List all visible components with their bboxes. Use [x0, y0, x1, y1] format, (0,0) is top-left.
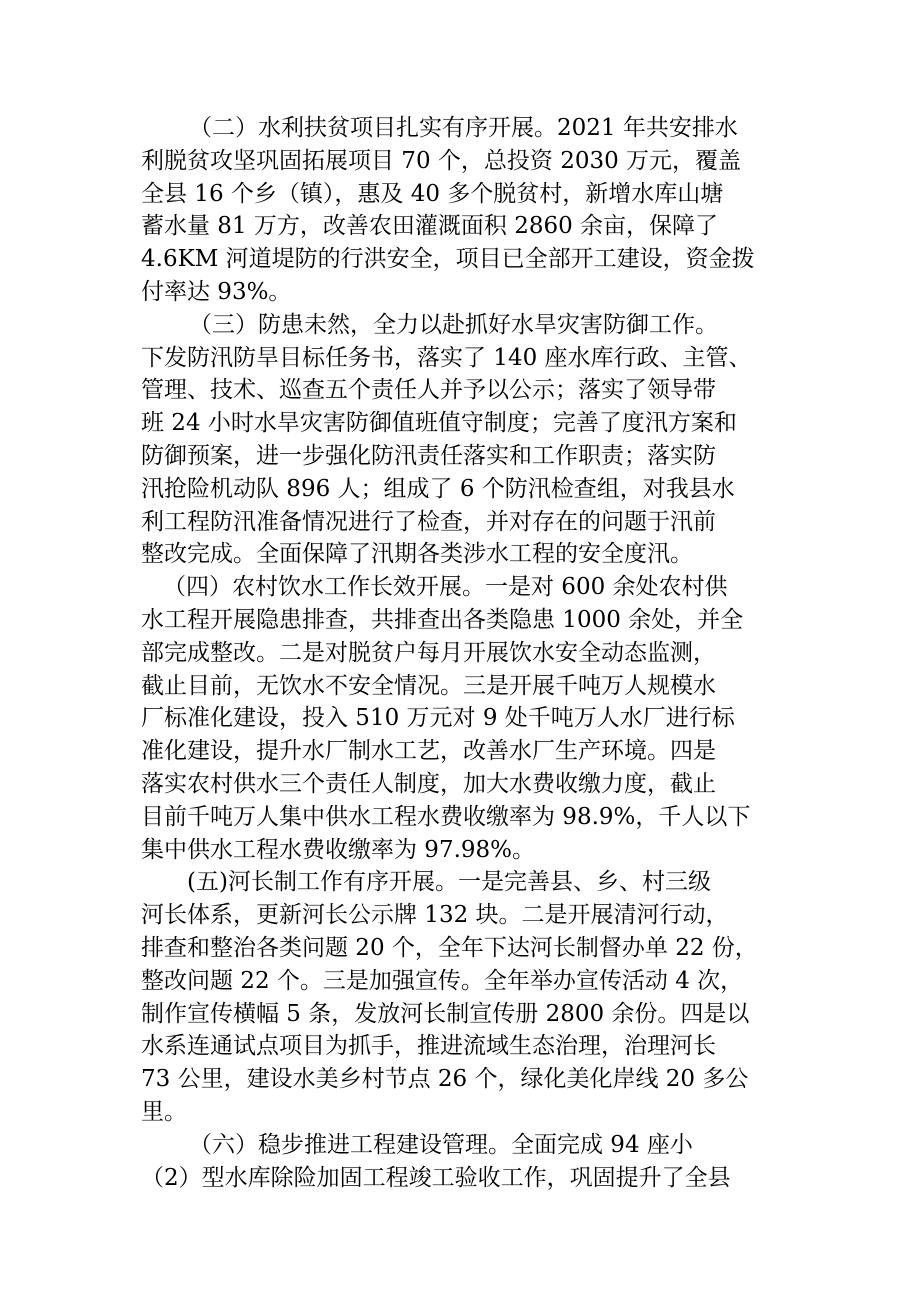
text-line: 蓄水量 81 万方，改善农田灌溉面积 2860 余亩，保障了: [141, 213, 719, 240]
paragraph-2-poverty-projects: [141, 112, 781, 309]
text-line: 4.6KM 河道堤防的行洪安全，项目已全部开工建设，资金拨: [141, 246, 755, 273]
text-line: （六）稳步推进工程建设管理。全面完成 94 座小: [189, 1131, 693, 1158]
text-line: 整改问题 22 个。三是加强宣传。全年举办宣传活动 4 次，: [141, 967, 744, 994]
text-line: （二）水利扶贫项目扎实有序开展。2021 年共安排水: [189, 115, 738, 141]
text-line: 排查和整治各类问题 20 个，全年下达河长制督办单 22 份，: [141, 934, 758, 961]
text-line: 全县 16 个乡（镇），惠及 40 多个脱贫村，新增水库山塘: [141, 180, 724, 207]
text-line: 防御预案，进一步强化防汛责任落实和工作职责；落实防: [141, 442, 716, 469]
text-line: (五)河长制工作有序开展。一是完善县、乡、村三级: [187, 869, 711, 896]
paragraph-4-rural-drinking-water: [141, 571, 781, 866]
text-line: 利脱贫攻坚巩固拓展项目 70 个，总投资 2030 万元，覆盖: [141, 147, 742, 174]
text-line: 部完成整改。二是对脱贫户每月开展饮水安全动态监测，: [141, 639, 716, 666]
text-line: 整改完成。全面保障了汛期各类涉水工程的安全度汛。: [141, 541, 693, 568]
text-line: 付率达 93%。: [141, 278, 292, 305]
text-line: 截止目前，无饮水不安全情况。三是开展千吨万人规模水: [141, 672, 716, 699]
text-line: 管理、技术、巡查五个责任人并予以公示；落实了领导带: [141, 377, 716, 404]
text-line: 73 公里，建设水美乡村节点 26 个，绿化美化岸线 20 多公: [141, 1066, 749, 1093]
text-line: 制作宣传横幅 5 条，发放河长制宣传册 2800 余份。四是以: [141, 1000, 750, 1027]
document-body: [141, 112, 781, 1194]
text-line: 河长体系，更新河长公示牌 132 块。二是开展清河行动，: [141, 902, 729, 929]
text-line: 水系连通试点项目为抓手，推进流域生态治理，治理河长: [141, 1033, 716, 1060]
text-line: 汛抢险机动队 896 人；组成了 6 个防汛检查组，对我县水: [141, 475, 735, 502]
text-line: 落实农村供水三个责任人制度，加大水费收缴力度，截止: [141, 770, 716, 797]
text-line: 准化建设，提升水厂制水工艺，改善水厂生产环境。四是: [141, 738, 716, 765]
text-line: 水工程开展隐患排查，共排查出各类隐患 1000 余处，并全: [141, 606, 744, 633]
text-line: 里。: [141, 1098, 187, 1125]
text-line: 利工程防汛准备情况进行了检查，并对存在的问题于汛前: [141, 508, 716, 535]
paragraph-6-construction-management: [141, 1129, 781, 1195]
paragraph-3-flood-drought-defense: [141, 309, 781, 571]
text-line: （2）型水库除险加固工程竣工验收工作，巩固提升了全县: [141, 1164, 731, 1191]
text-line: 下发防汛防旱目标任务书，落实了 140 座水库行政、主管、: [141, 344, 752, 371]
text-line: （四）农村饮水工作长效开展。一是对 600 余处农村供: [163, 574, 728, 601]
paragraph-5-river-chief-system: [141, 866, 781, 1128]
text-line: 目前千吨万人集中供水工程水费收缴率为 98.9%，千人以下: [141, 803, 751, 830]
text-line: （三）防患未然，全力以赴抓好水旱灾害防御工作。: [189, 311, 718, 338]
text-line: 班 24 小时水旱灾害防御值班值守制度；完善了度汛方案和: [141, 410, 737, 437]
text-line: 集中供水工程水费收缴率为 97.98%。: [141, 836, 536, 863]
text-line: 厂标准化建设，投入 510 万元对 9 处千吨万人水厂进行标: [141, 705, 735, 732]
